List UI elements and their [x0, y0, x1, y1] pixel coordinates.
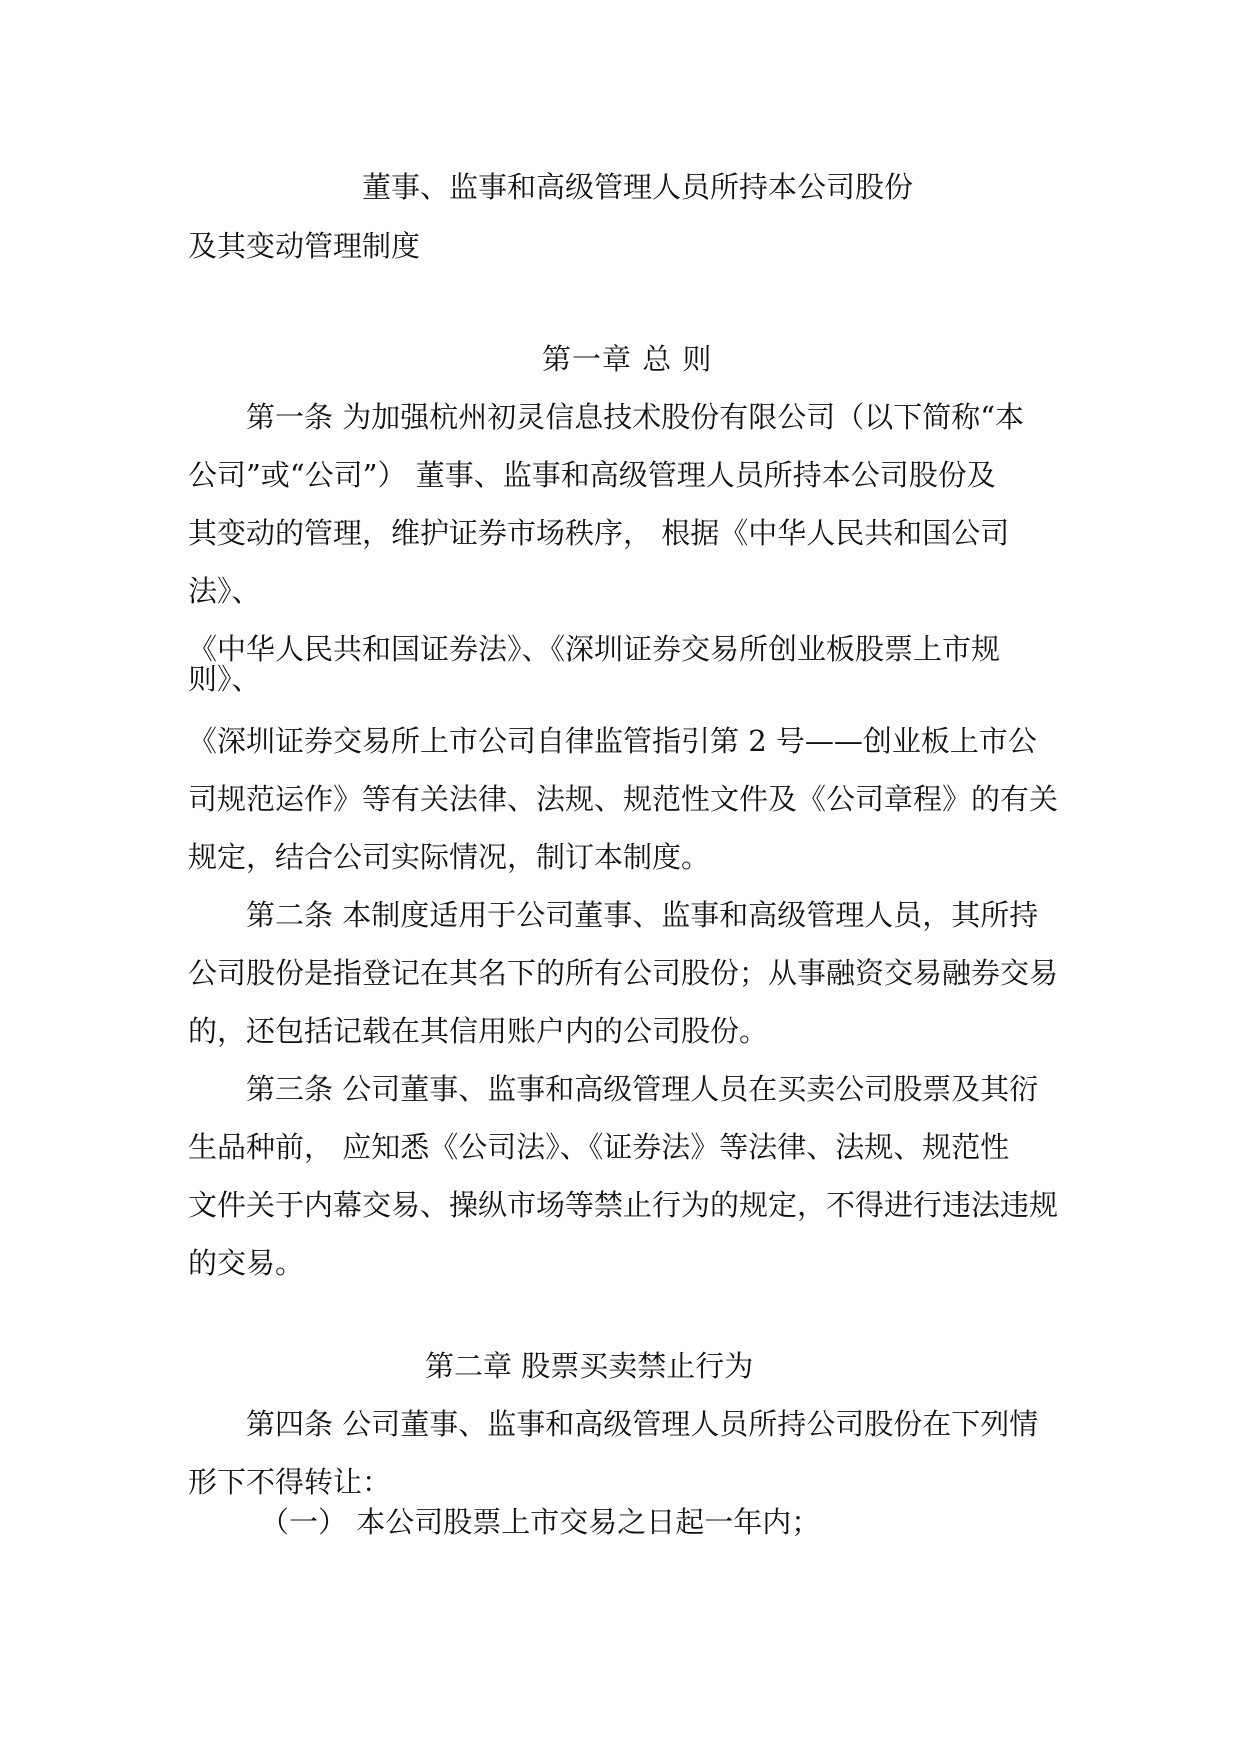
article-1-line: 则》、 [188, 662, 261, 696]
article-1-line: 《中华人民共和国证券法》、《深圳证券交易所创业板股票上市规 [188, 632, 1001, 666]
article-3-line: 的交易。 [188, 1246, 305, 1280]
article-1-line: 《深圳证券交易所上市公司自律监管指引第 2 号——创业板上市公 [188, 724, 1037, 758]
document-title-line-1: 董事、监事和高级管理人员所持本公司股份 [362, 170, 914, 204]
article-1-line: 法》、 [188, 574, 261, 608]
article-1-line: 公司”或“公司”） 董事、监事和高级管理人员所持本公司股份及 [188, 458, 996, 492]
article-2-line: 第二条 本制度适用于公司董事、监事和高级管理人员，其所持 [246, 898, 1039, 932]
article-1-line: 第一条 为加强杭州初灵信息技术股份有限公司（以下简称“本 [246, 400, 1025, 434]
article-2-line: 公司股份是指登记在其名下的所有公司股份；从事融资交易融券交易 [188, 956, 1059, 990]
article-4-line: 第四条 公司董事、监事和高级管理人员所持公司股份在下列情 [246, 1407, 1039, 1441]
article-3-line: 文件关于内幕交易、操纵市场等禁止行为的规定，不得进行违法违规 [188, 1188, 1059, 1222]
article-1-line: 司规范运作》等有关法律、法规、规范性文件及《公司章程》的有关 [188, 782, 1059, 816]
article-3-line: 生品种前， 应知悉《公司法》、《证券法》等法律、法规、规范性 [188, 1130, 1010, 1164]
document-title-line-2: 及其变动管理制度 [188, 229, 421, 263]
chapter-1-heading: 第一章 总 则 [542, 342, 713, 376]
article-4-item-1: （一） 本公司股票上市交易之日起一年内； [260, 1505, 821, 1539]
article-1-line: 规定，结合公司实际情况，制订本制度。 [188, 840, 711, 874]
article-2-line: 的，还包括记载在其信用账户内的公司股份。 [188, 1014, 769, 1048]
chapter-2-heading: 第二章 股票买卖禁止行为 [425, 1349, 754, 1383]
article-3-line: 第三条 公司董事、监事和高级管理人员在买卖公司股票及其衍 [246, 1072, 1039, 1106]
article-4-line: 形下不得转让： [188, 1465, 392, 1499]
article-1-line: 其变动的管理，维护证券市场秩序， 根据《中华人民共和国公司 [188, 516, 1010, 550]
